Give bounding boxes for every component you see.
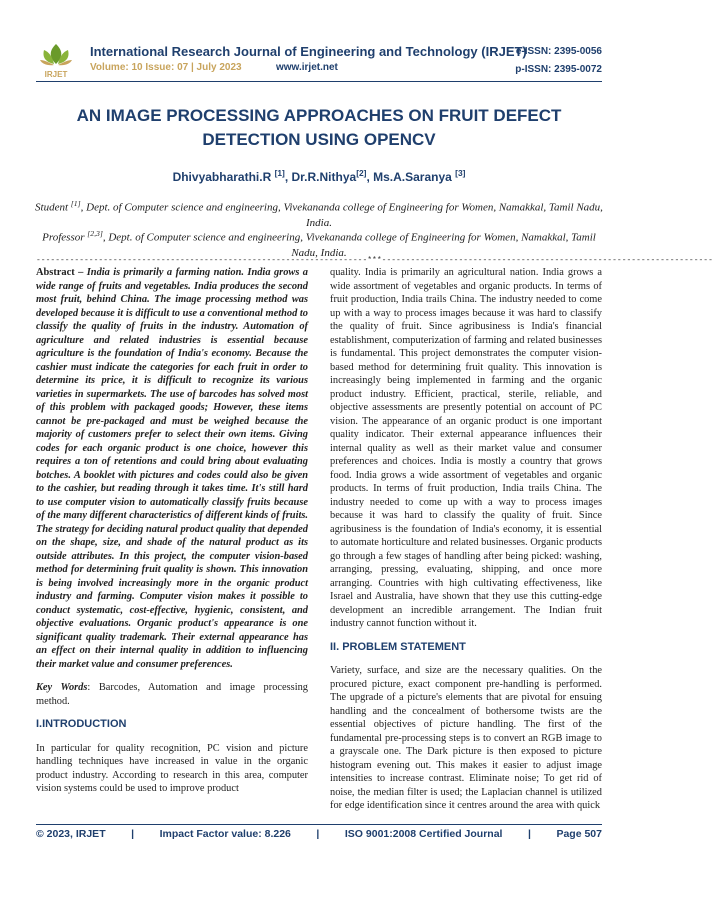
keywords-text: : Barcodes, Automation and image processing method. <box>36 682 308 707</box>
journal-website-link[interactable]: www.irjet.net <box>276 62 338 73</box>
intro-heading: I.INTRODUCTION <box>36 718 127 730</box>
footer-separator: | <box>316 828 320 840</box>
irjet-logo <box>36 42 76 80</box>
section-separator: ---------------------------------------------------------------------***--------------------------------------------------------------------- <box>36 256 713 265</box>
right-column <box>330 266 602 823</box>
abstract-text: India is primarily a farming nation. India grows a wide range of fruits and vegetables. India produces the second most fruit, behind China. The image processing method was developed because it is difficult to use a conventional method to classify the quality of fruits in the industry. Automation of agriculture and related industries is essential because agriculture is the foundation of India's economy. Because the cashier must indicate the categories for each fruit in order to determine its price, it is difficult to recognize its various varieties in supermarkets. The use of barcodes has solved most of this problem with packaged goods; However, these items cannot be pre-packaged and must be weighed because the majority of customers prefer to select their own items. Giving codes for each organic product is one choice, however this requires a ton of retentions and could bring about evaluating botches. A booklet with pictures and codes could also be given to the cashier, but reading through it takes time. It's still hard to use computer vision to automatically classify fruits because of the many different characteristics of different kinds of fruits. The strategy for deciding natural product quality that depended on the shape, size, and shade of the natural product as its outside attributes. In this project, the computer vision-based method for determining fruit quality is shown. This innovation is being involved increasingly more in the organic product industry and farming. Computer vision makes it possible to conduct systematic, cost-effective, hygienic, consistent, and objective evaluations. Organic product's appearance is one significant quality trademark. Their external appearance has an effect on their internal quality in addition to influencing their market value and consumer preferences. <box>36 267 308 670</box>
keywords <box>36 681 308 708</box>
leaf-emblem-icon <box>36 42 76 80</box>
affiliation-ref: [1] <box>70 199 81 208</box>
pissn: p-ISSN: 2395-0072 <box>515 64 602 75</box>
footer-iso: ISO 9001:2008 Certified Journal <box>344 828 503 840</box>
problem-statement-paragraph: Variety, surface, and size are the necessary qualities. On the procured picture, exact component pre-handling is performed. The upgrade of a picture's elements that are pivotal for ensuing handling and the concealment of bothersome twists are the essential objectives of picture handling. The first of the fundamental pre-processing steps is to convert an RGB image to a grayscale one. The Dark picture is then exposed to picture histogram evening out. This makes it easier to adjust image intensities to increase contrast. Eliminate noise; To get rid of noise, the median filter is used; the Laplacian channel is utilized for edge identification since it centres around the area with quick <box>330 665 602 811</box>
page-footer <box>36 828 602 840</box>
page-number: Page 507 <box>556 828 602 840</box>
footer-impact-factor: Impact Factor value: 8.226 <box>159 828 291 840</box>
affiliation-role: Student <box>35 201 71 214</box>
author-list <box>30 168 608 184</box>
intro-paragraph: In particular for quality recognition, PC vision and picture handling techniques have increased in value in the organic product industry. According to research in this area, computer vision systems could be used to improve product <box>36 742 308 794</box>
header-divider <box>36 81 602 82</box>
affiliation-role: Professor <box>42 231 88 244</box>
footer-separator: | <box>527 828 531 840</box>
intro-continued-paragraph: quality. India is primarily an agricultural nation. India grows a wide assortment of vegetables and organic products. In terms of fruit production, India trails China. The industry needed to come up with a way to process images because it was hard to classify the quality of fruit. Since agribusiness is India's financial establishment, computerization of farming and related businesses is fundamental. This project demonstrates the computer vision-based method for determining fruit quality. This innovation is increasingly being implemented in farming and the organic product industry. Efficient, practical, sterile, reliable, and objective assessments are presently potential on account of PC vision. The appearance of an organic product is one important quality indicator. Their external appearance influences their internal quality as well as their market value and consumer preferences and choices. India is mostly a country that grows food. India grows a wide assortment of vegetables and organic products. In terms of fruit production, India trails China. The industry needed to come up with a way to process images because it was hard to classify the quality of fruit. Since agribusiness is the foundation of India's economy, it is essential to automate horticulture and related businesses. Organic products go through a few stages of handling after being picked: washing, arranging, pressing, evaluating, shipping, and once more arranging. Countries with high cultivating effectiveness, like Israel and Australia, have shown that they use this cutting-edge development an incredible arrangement. The Indian fruit industry cannot function without it. <box>330 267 602 629</box>
affiliation-ref: [2,3] <box>87 229 103 238</box>
author-1: Dhivyabharathi.R <box>172 170 275 184</box>
problem-statement-heading: II. PROBLEM STATEMENT <box>330 640 466 653</box>
footer-separator: | <box>131 828 135 840</box>
logo-text: IRJET <box>44 70 68 79</box>
footer-copyright: © 2023, IRJET <box>36 828 106 840</box>
author-2-ref: [2] <box>356 168 367 178</box>
keywords-label: Key Words <box>36 682 88 693</box>
footer-divider <box>36 824 602 825</box>
abstract-label: Abstract – <box>36 267 87 278</box>
affiliation-text: , Dept. of Computer science and engineering, Vivekananda college of Engineering for Women, Namakkal, Tamil Nadu, India. <box>80 201 603 229</box>
eissn: e-ISSN: 2395-0056 <box>515 46 602 57</box>
page-header <box>0 0 638 82</box>
author-1-ref: [1] <box>274 168 285 178</box>
abstract <box>36 266 308 671</box>
left-column <box>36 266 308 806</box>
author-2: , Dr.R.Nithya <box>284 170 357 184</box>
volume-issue: Volume: 10 Issue: 07 | July 2023 <box>90 62 242 73</box>
author-3-ref: [3] <box>455 168 466 178</box>
paper-title: AN IMAGE PROCESSING APPROACHES ON FRUIT DEFECT DETECTION USING OPENCV <box>76 106 562 149</box>
journal-name: International Research Journal of Engineering and Technology (IRJET) <box>90 44 527 59</box>
author-3: , Ms.A.Saranya <box>366 170 456 184</box>
affiliation-text: , Dept. of Computer science and engineering, Vivekananda college of Engineering for Women, Namakkal, Tamil Nadu, India. <box>102 231 596 259</box>
